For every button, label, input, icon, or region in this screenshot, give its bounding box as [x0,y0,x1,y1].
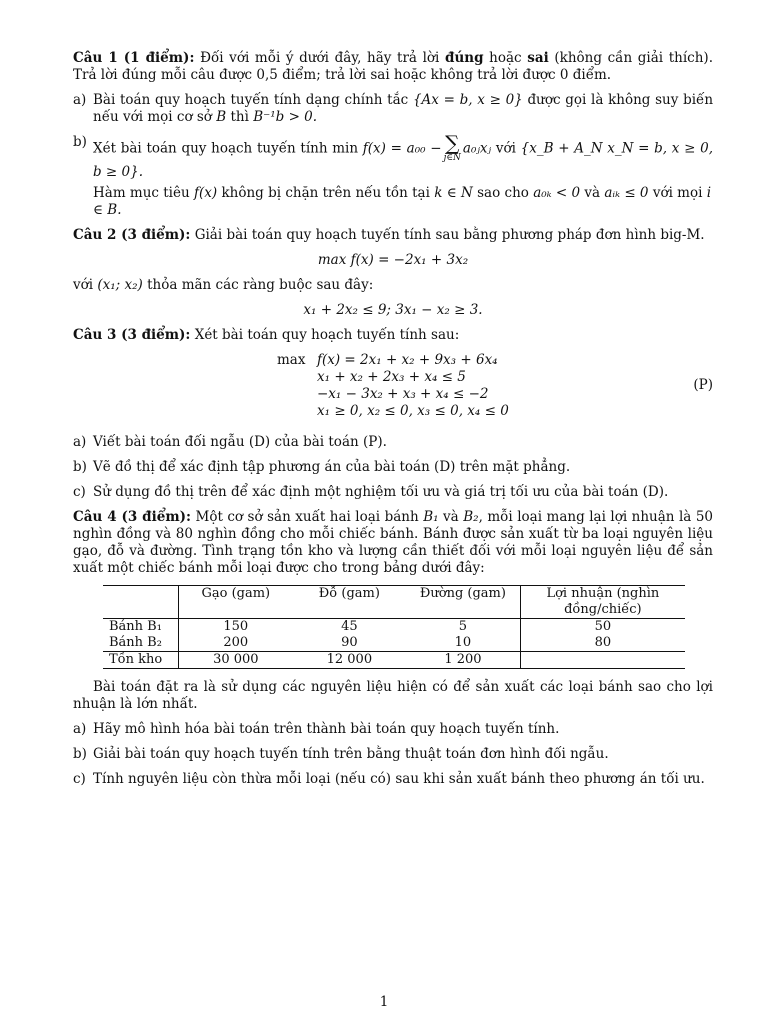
problem-line: x₁ + x₂ + 2x₃ + x₄ ≤ 5 [317,369,466,385]
question-2-with: với (x₁; x₂) thỏa mãn các ràng buộc sau đây: [73,277,374,293]
question-3-intro: Câu 3 (3 điểm): Xét bài toán quy hoạch tuyến tính sau: [73,327,460,343]
question-1-item-b: b) Xét bài toán quy hoạch tuyến tính min f(x) = a₀₀ − ∑ j∈N a₀ⱼxⱼ với {x_B + A_N x_N = b, x ≥ 0, b ≥ 0}. [73,131,714,180]
problem-line: x₁ ≥ 0, x₂ ≤ 0, x₃ ≤ 0, x₄ ≤ 0 [317,403,509,419]
question-4-item-b: b) Giải bài toán quy hoạch tuyến tính trên bằng thuật toán đơn hình đối ngẫu. [73,746,609,762]
question-4-item-a: a) Hãy mô hình hóa bài toán trên thành bài toán quy hoạch tuyến tính. [73,721,560,737]
question-2-constraints: x₁ + 2x₂ ≤ 9; 3x₁ − x₂ ≥ 3. [303,302,483,318]
question-1-item-a: a) Bài toán quy hoạch tuyến tính dạng chính tắc {Ax = b, x ≥ 0} được gọi là không suy biến nếu với mọi cơ sở B thì B⁻¹b > 0. [73,92,714,125]
exam-page [73,50,713,796]
question-2-objective: max f(x) = −2x₁ + 3x₂ [317,252,469,268]
question-4-goal: Bài toán đặt ra là sử dụng các nguyên liệu hiện có để sản xuất các loại bánh sao cho lợi nhuận là lớn nhất. [73,679,713,712]
problem-tag: (P) [693,377,713,393]
question-2-intro: Câu 2 (3 điểm): Giải bài toán quy hoạch tuyến tính sau bằng phương pháp đơn hình big-M. [73,227,705,243]
problem-line: f(x) = 2x₁ + x₂ + 9x₃ + 6x₄ [317,352,498,368]
question-3-item-c: c) Sử dụng đồ thị trên để xác định một nghiệm tối ưu và giá trị tối ưu của bài toán (D). [73,484,669,500]
table-row: Tồn kho 30 000 12 000 1 200 [103,652,685,669]
question-3-heading: Câu 3 (3 điểm): [73,327,191,343]
table-row: Bánh B₁ 150 45 5 50 [103,619,685,636]
ingredients-table [103,585,685,669]
question-3-problem-system: max f(x) = 2x₁ + x₂ + 9x₃ + 6x₄ x₁ + x₂ + 2x₃ + x₄ ≤ 5 −x₁ − 3x₂ + x₃ + x₄ ≤ −2 x₁ ≥ 0, x₂ ≤ 0, x₃ ≤ 0, x₄ ≤ 0 (P) [277,352,713,419]
question-1-item-b-continuation: Hàm mục tiêu f(x) không bị chặn trên nếu tồn tại k ∈ N sao cho a₀ₖ < 0 và aᵢₖ ≤ 0 với mọi i ∈ B. [93,185,712,218]
summation-symbol: ∑ j∈N [443,131,461,163]
question-4-heading: Câu 4 (3 điểm): [73,509,191,525]
question-4-intro: Câu 4 (3 điểm): Một cơ sở sản xuất hai loại bánh B₁ và B₂, mỗi loại mang lại lợi nhuận là 50 nghìn đồng và 80 nghìn đồng cho mỗi chiếc bánh. Bánh được sản xuất từ ba loại nguyên liệu gạo, đỗ và đường. Tình trạng tồn kho và lượng cần thiết đối với mỗi loại nguyên liệu để sản xuất một chiếc bánh mỗi loại được cho trong bảng dưới đây: [73,509,713,576]
question-1-intro: Câu 1 (1 điểm): Đối với mỗi ý dưới đây, hãy trả lời đúng hoặc sai (không cần giải thích). Trả lời đúng mỗi câu được 0,5 điểm; trả lời sai hoặc không trả lời được 0 điểm. [73,50,713,83]
question-3-item-a: a) Viết bài toán đối ngẫu (D) của bài toán (P). [73,434,387,450]
problem-line: −x₁ − 3x₂ + x₃ + x₄ ≤ −2 [317,386,489,402]
question-3-item-b: b) Vẽ đồ thị để xác định tập phương án của bài toán (D) trên mặt phẳng. [73,459,571,475]
table-row: Bánh B₂ 200 90 10 80 [103,635,685,652]
question-4-item-c: c) Tính nguyên liệu còn thừa mỗi loại (nếu có) sau khi sản xuất bánh theo phương án tối ưu. [73,771,705,787]
table-header-row: Gạo (gam) Đỗ (gam) Đường (gam) Lợi nhuận (nghìn đồng/chiếc) [103,586,685,619]
page-number: 1 [379,994,389,1010]
question-1-heading: Câu 1 (1 điểm): [73,50,195,66]
question-2-heading: Câu 2 (3 điểm): [73,227,191,243]
